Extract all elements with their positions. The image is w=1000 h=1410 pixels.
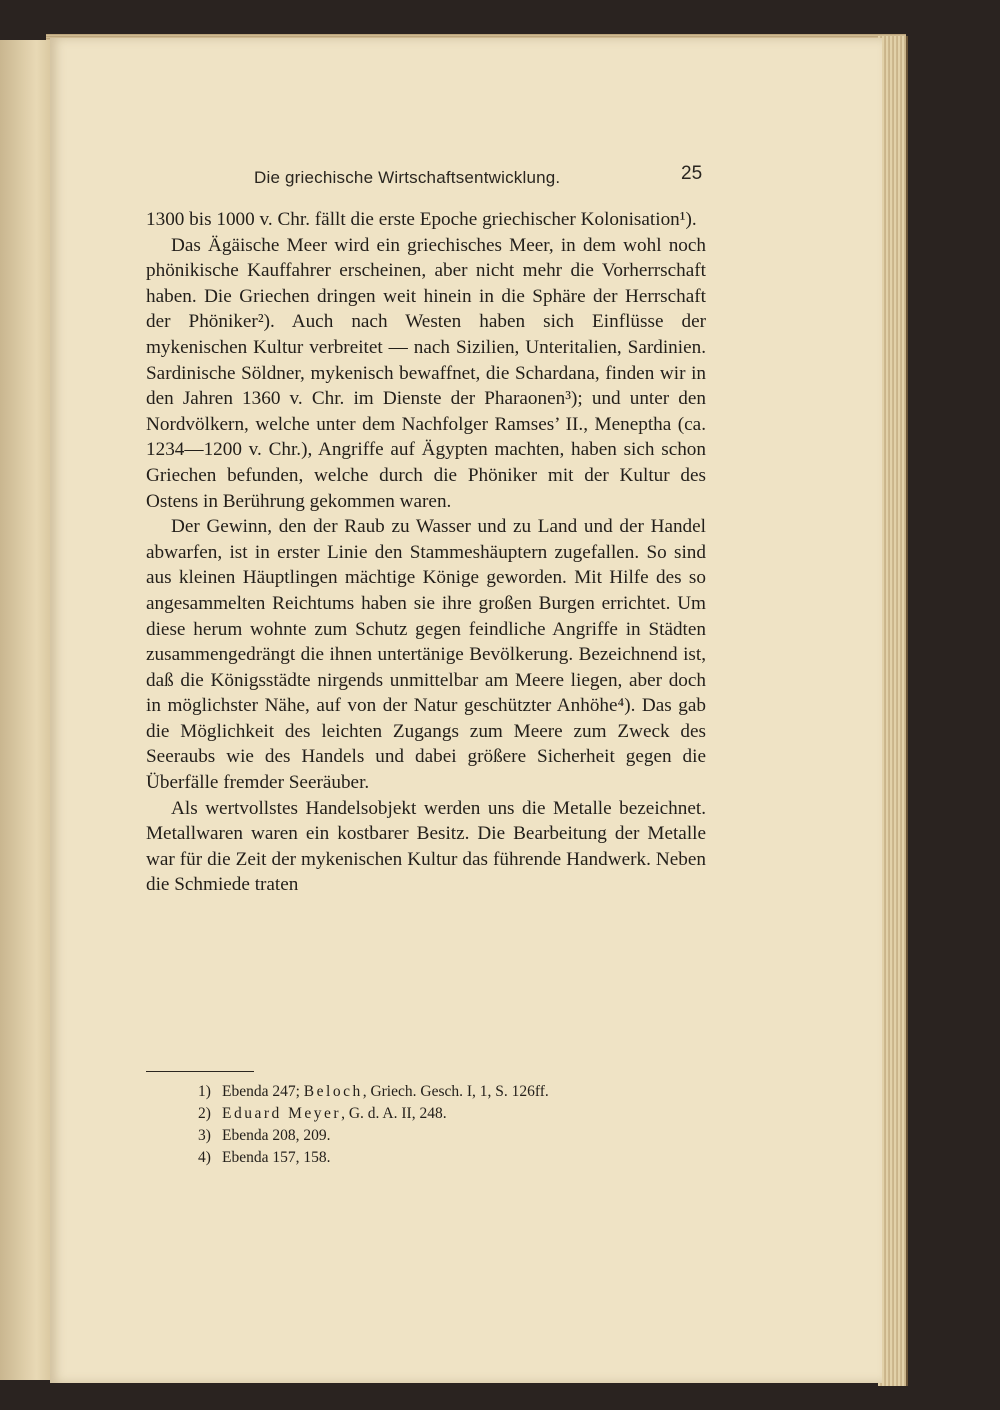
footnotes — [198, 1081, 718, 1169]
footnote — [198, 1125, 718, 1147]
footnote — [198, 1147, 718, 1169]
left-page-edge — [0, 40, 53, 1380]
footnote-text: Ebenda 208, 209. — [222, 1127, 331, 1144]
footnote-text: Ebenda 247; Beloch, Griech. Gesch. I, 1, S. 126ff. — [222, 1083, 549, 1100]
footnote-number: 4) — [198, 1149, 211, 1166]
paragraph: Der Gewinn, den der Raub zu Wasser und zu Land und der Handel abwarfen, ist in erster Linie den Stammeshäuptern zugefallen. So sind aus kleinen Häuptlingen mächtige Könige geworden. Mit Hilfe des so angesammelten Reichtums haben sie ihre großen Burgen errichtet. Um diese herum wohnte zum Schutz gegen feindliche Angriffe in Städten zusammengedrängt die ihnen untertänige Bevölkerung. Bezeichnend ist, daß die Königsstädte nirgends unmittelbar am Meere liegen, aber doch in möglichster Nähe, auf von der Natur geschützter Anhöhe⁴). Das gab die Möglichkeit des leichten Zugangs zum Meere zum Zweck des Seeraubs wie des Handels und dabei größere Sicherheit gegen die Überfälle fremder Seeräuber. — [146, 516, 706, 794]
page-stack-edge — [878, 36, 908, 1386]
footnote — [198, 1081, 718, 1103]
footnote-number: 2) — [198, 1105, 211, 1122]
footnote-text: Ebenda 157, 158. — [222, 1149, 331, 1166]
footnote-number: 3) — [198, 1127, 211, 1144]
footnote — [198, 1103, 718, 1125]
footnote-rule — [146, 1071, 254, 1072]
running-head: Die griechische Wirtschaftsentwicklung. — [254, 168, 561, 187]
paragraph: Als wertvollstes Handelsobjekt werden uns die Metalle bezeichnet. Metallwaren waren ein kostbarer Besitz. Die Bearbeitung der Metalle war für die Zeit der mykenischen Kultur das führende Handwerk. Neben die Schmiede traten — [146, 797, 706, 896]
footnote-text: Eduard Meyer, G. d. A. II, 248. — [222, 1105, 447, 1122]
paragraph: 1300 bis 1000 v. Chr. fällt die erste Epoche griechischer Kolonisation¹). — [146, 209, 697, 230]
footnote-number: 1) — [198, 1083, 211, 1100]
paragraph: Das Ägäische Meer wird ein griechisches Meer, in dem wohl noch phönikische Kauffahrer erscheinen, aber nicht mehr die Vorherrschaft haben. Die Griechen dringen weit hinein in die Sphäre der Herrschaft der Phöniker²). Auch nach Westen haben sich Einflüsse der mykenischen Kultur verbreitet — nach Sizilien, Unteritalien, Sardinien. Sardinische Söldner, mykenisch bewaffnet, die Schardana, finden wir in den Jahren 1360 v. Chr. im Dienste der Pharaonen³); und unter den Nordvölkern, welche unter dem Nachfolger Ramses’ II., Meneptha (ca. 1234—1200 v. Chr.), Angriffe auf Ägypten machten, haben sich schon Griechen befunden, welche durch die Phöniker mit der Kultur des Ostens in Berührung gekommen waren. — [146, 234, 706, 512]
body-text — [146, 207, 706, 898]
page-number: 25 — [681, 163, 703, 184]
